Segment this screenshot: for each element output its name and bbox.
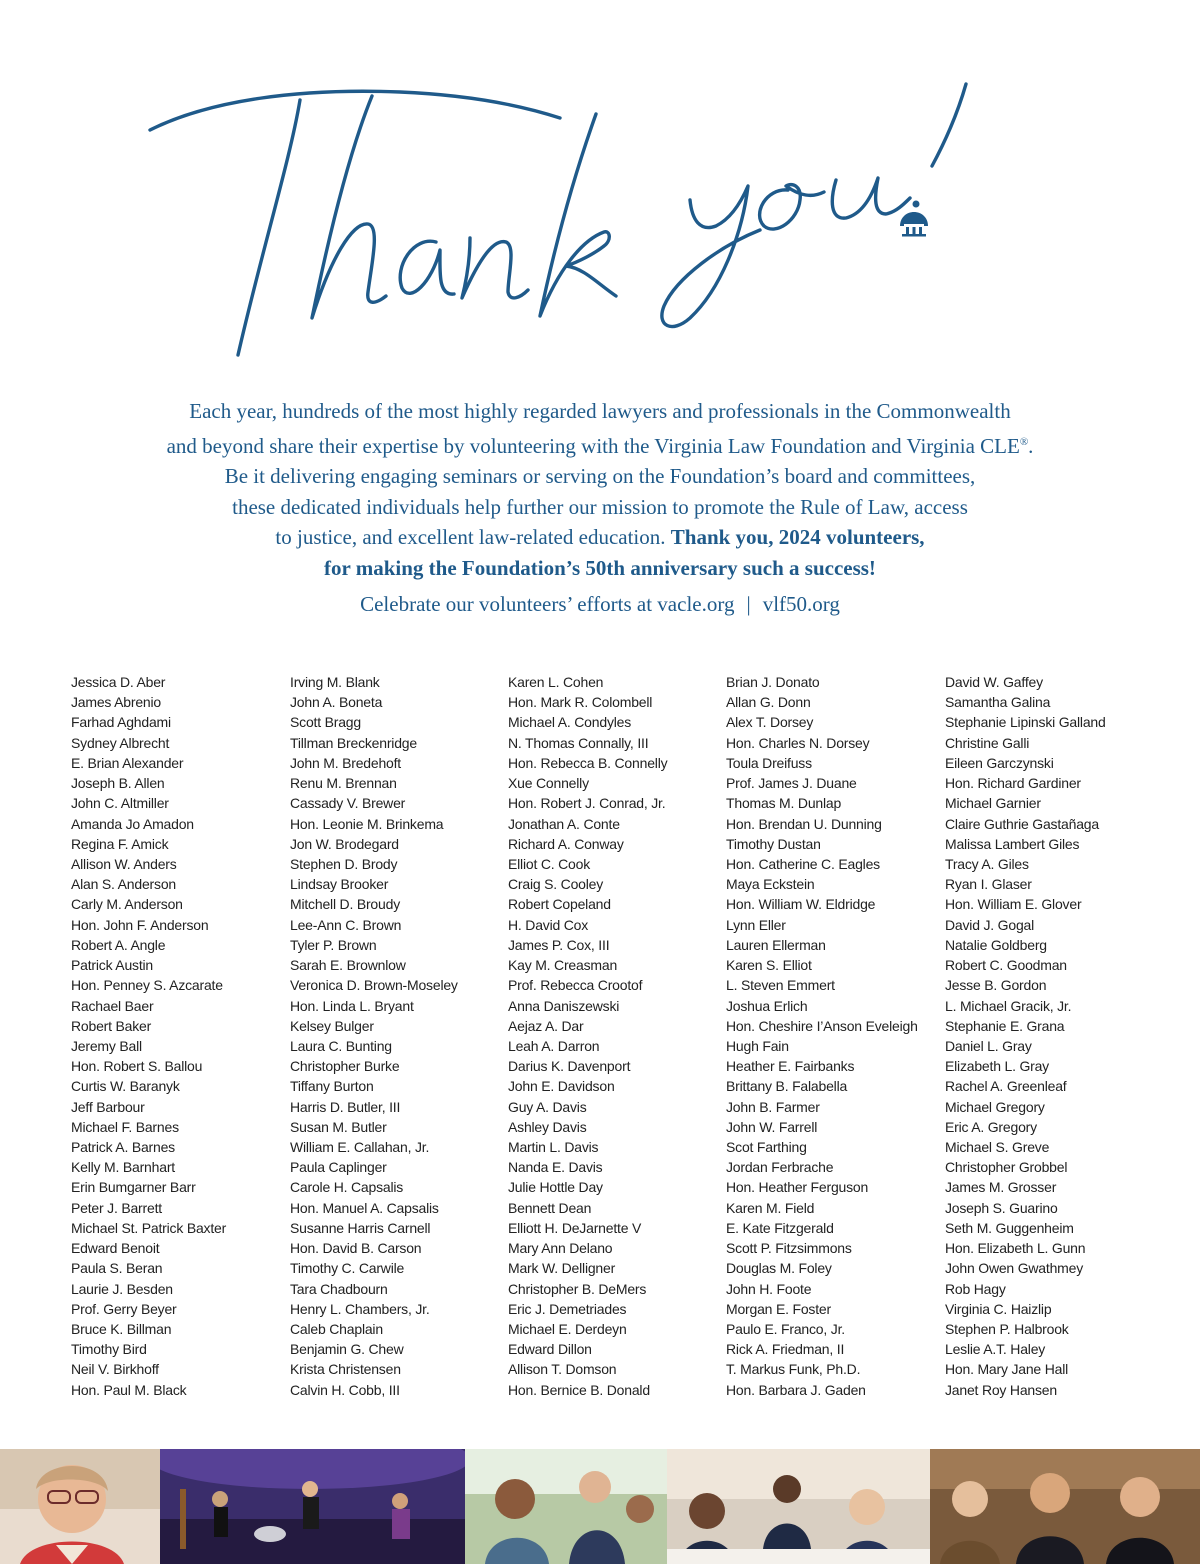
volunteer-name: Stephanie Lipinski Galland <box>945 714 1106 731</box>
volunteer-name: Hon. Mark R. Colombell <box>508 694 653 711</box>
celebrate-link-vacle[interactable]: Celebrate our volunteers’ efforts at vacle.org <box>360 592 735 616</box>
photo-strip <box>0 1449 1200 1564</box>
volunteer-name: Darius K. Davenport <box>508 1058 631 1075</box>
volunteer-name: Curtis W. Baranyk <box>71 1078 180 1095</box>
volunteer-name: Susanne Harris Carnell <box>290 1219 431 1236</box>
volunteer-column-3 <box>508 672 724 1400</box>
volunteer-name: John H. Foote <box>726 1280 812 1297</box>
volunteer-name: John E. Davidson <box>508 1078 615 1095</box>
volunteer-name: T. Markus Funk, Ph.D. <box>726 1361 861 1378</box>
volunteer-name: Julie Hottle Day <box>508 1179 603 1196</box>
volunteer-name: Scot Farthing <box>726 1139 807 1156</box>
volunteer-name: Stephanie E. Grana <box>945 1017 1065 1034</box>
volunteer-name: Kay M. Creasman <box>508 957 618 974</box>
volunteer-name: Carly M. Anderson <box>71 896 183 913</box>
volunteer-name: Michael Garnier <box>945 795 1041 812</box>
volunteer-name: Jeff Barbour <box>71 1098 145 1115</box>
volunteer-name: Paula Caplinger <box>290 1159 387 1176</box>
celebrate-link-vlf50[interactable]: vlf50.org <box>762 592 840 616</box>
volunteer-name: Calvin H. Cobb, III <box>290 1381 400 1398</box>
volunteer-name: Samantha Galina <box>945 694 1051 711</box>
volunteer-name: Eric J. Demetriades <box>508 1300 627 1317</box>
intro-paragraph <box>80 396 1120 583</box>
volunteer-name: Hon. Brendan U. Dunning <box>726 815 882 832</box>
volunteer-name: Caleb Chaplain <box>290 1321 383 1337</box>
volunteer-name: Stephen D. Brody <box>290 855 398 872</box>
volunteer-name: Karen L. Cohen <box>508 674 604 690</box>
volunteer-name: Peter J. Barrett <box>71 1199 162 1216</box>
volunteer-name: Seth M. Guggenheim <box>945 1219 1074 1236</box>
volunteer-name: Sarah E. Brownlow <box>290 957 406 974</box>
volunteer-name: Michael Gregory <box>945 1098 1045 1115</box>
volunteer-name: Hon. Rebecca B. Connelly <box>508 754 668 771</box>
volunteer-name: Martin L. Davis <box>508 1139 599 1156</box>
volunteer-name: Edward Benoit <box>71 1240 160 1257</box>
volunteer-name: James P. Cox, III <box>508 936 610 953</box>
intro-line-2: and beyond share their expertise by volunteering with the Virginia Law Foundation and Virginia CLE®. <box>166 433 1034 458</box>
volunteer-name: Allison T. Domson <box>508 1361 617 1378</box>
volunteer-name: Michael E. Derdeyn <box>508 1321 627 1337</box>
volunteer-name: Rachel A. Greenleaf <box>945 1078 1067 1095</box>
volunteer-name: Hon. Robert J. Conrad, Jr. <box>508 795 666 812</box>
volunteer-name: E. Brian Alexander <box>71 754 184 771</box>
volunteer-name: Mitchell D. Broudy <box>290 896 400 913</box>
volunteer-name: Lynn Eller <box>726 916 786 933</box>
volunteer-name: Neil V. Birkhoff <box>71 1361 159 1378</box>
volunteer-name: Hon. Heather Ferguson <box>726 1179 869 1196</box>
volunteer-name: L. Steven Emmert <box>726 977 835 994</box>
volunteer-name: Lee-Ann C. Brown <box>290 916 402 933</box>
volunteer-name: Veronica D. Brown-Moseley <box>290 977 458 994</box>
volunteer-name: Elliott H. DeJarnette V <box>508 1219 642 1236</box>
volunteer-name: H. David Cox <box>508 916 589 933</box>
volunteer-name: Richard A. Conway <box>508 835 624 852</box>
volunteer-name: Anna Daniszewski <box>508 997 620 1014</box>
volunteer-name: Hon. Richard Gardiner <box>945 775 1081 792</box>
celebrate-line <box>80 592 1120 617</box>
volunteer-name: Michael S. Greve <box>945 1139 1050 1156</box>
volunteer-name: William E. Callahan, Jr. <box>290 1139 430 1156</box>
volunteer-name: Christine Galli <box>945 734 1030 751</box>
volunteer-name: Scott Bragg <box>290 714 361 731</box>
volunteer-name: Eileen Garczynski <box>945 754 1054 771</box>
volunteer-name: Jonathan A. Conte <box>508 815 620 832</box>
volunteer-name: Scott P. Fitzsimmons <box>726 1240 852 1257</box>
volunteer-name: Christopher B. DeMers <box>508 1280 647 1297</box>
volunteer-name: Tyler P. Brown <box>290 936 377 953</box>
volunteer-name: Mark W. Delligner <box>508 1260 616 1277</box>
volunteer-name: Prof. Rebecca Crootof <box>508 977 643 994</box>
photo-jazz-band-stage <box>160 1449 465 1564</box>
volunteer-name: Michael A. Condyles <box>508 714 632 731</box>
volunteer-name: Lindsay Brooker <box>290 876 389 893</box>
volunteer-name: Prof. James J. Duane <box>726 775 857 792</box>
volunteer-name: Janet Roy Hansen <box>945 1381 1057 1398</box>
volunteer-name: Craig S. Cooley <box>508 876 604 893</box>
volunteer-name: Hon. Leonie M. Brinkema <box>290 815 444 832</box>
photo-reception-guests <box>930 1449 1200 1564</box>
volunteer-name: Nanda E. Davis <box>508 1159 603 1176</box>
volunteer-name: Heather E. Fairbanks <box>726 1058 855 1075</box>
intro-line-3: Be it delivering engaging seminars or serving on the Foundation’s board and committees, <box>224 464 976 488</box>
volunteer-name: David J. Gogal <box>945 916 1035 933</box>
photo-smiling-woman <box>0 1449 160 1564</box>
volunteer-name: Hon. Paul M. Black <box>71 1381 187 1398</box>
volunteer-name: Hon. Manuel A. Capsalis <box>290 1199 439 1216</box>
volunteer-name: Michael F. Barnes <box>71 1118 179 1135</box>
volunteer-name: Guy A. Davis <box>508 1098 587 1115</box>
volunteer-name: Morgan E. Foster <box>726 1300 831 1317</box>
volunteer-name: Renu M. Brennan <box>290 775 397 792</box>
intro-line-1: Each year, hundreds of the most highly regarded lawyers and professionals in the Commonwealth <box>189 399 1011 423</box>
volunteer-name: Christopher Grobbel <box>945 1159 1068 1176</box>
intro-line-6: for making the Foundation’s 50th anniversary such a success! <box>324 555 876 580</box>
volunteer-name: Timothy C. Carwile <box>290 1260 405 1277</box>
volunteer-column-4 <box>726 672 942 1400</box>
volunteer-name: Ryan I. Glaser <box>945 876 1032 893</box>
volunteer-name: Laurie J. Besden <box>71 1280 173 1297</box>
volunteer-name: Erin Bumgarner Barr <box>71 1179 196 1196</box>
volunteer-name: John M. Bredehoft <box>290 754 401 771</box>
volunteer-name: Timothy Dustan <box>726 835 821 852</box>
volunteer-name: Natalie Goldberg <box>945 936 1047 953</box>
volunteer-name: Alan S. Anderson <box>71 876 176 893</box>
volunteer-column-2 <box>290 672 506 1400</box>
volunteer-name: Douglas M. Foley <box>726 1260 832 1277</box>
volunteer-name: Robert Copeland <box>508 896 611 913</box>
volunteer-column-1 <box>71 672 287 1400</box>
volunteer-name: Irving M. Blank <box>290 674 380 690</box>
volunteer-name: Hon. Linda L. Bryant <box>290 997 414 1014</box>
volunteer-name: Tara Chadbourn <box>290 1280 388 1297</box>
volunteer-name: Hon. Penney S. Azcarate <box>71 977 223 994</box>
photo-students-classroom <box>667 1449 930 1564</box>
volunteer-name: Benjamin G. Chew <box>290 1341 404 1358</box>
volunteer-name: Hon. Bernice B. Donald <box>508 1381 650 1398</box>
volunteer-name: John A. Boneta <box>290 694 383 711</box>
volunteer-name: Timothy Bird <box>71 1341 147 1358</box>
foundation-logo-icon <box>900 212 928 237</box>
volunteer-name: Leslie A.T. Haley <box>945 1341 1046 1358</box>
volunteer-name: Hon. William E. Glover <box>945 896 1082 913</box>
volunteer-name: John C. Altmiller <box>71 795 169 812</box>
volunteer-name: Rick A. Friedman, II <box>726 1341 845 1358</box>
volunteer-name: Cassady V. Brewer <box>290 795 406 812</box>
volunteer-name: Prof. Gerry Beyer <box>71 1300 177 1317</box>
volunteer-name: Laura C. Bunting <box>290 1037 392 1054</box>
volunteer-name: Brittany B. Falabella <box>726 1078 848 1095</box>
intro-line-5: to justice, and excellent law-related education. Thank you, 2024 volunteers, <box>275 525 925 549</box>
volunteer-name: Henry L. Chambers, Jr. <box>290 1300 430 1317</box>
volunteer-name: Hon. John F. Anderson <box>71 916 209 933</box>
volunteer-name: James M. Grosser <box>945 1179 1057 1196</box>
volunteer-name: Regina F. Amick <box>71 835 169 852</box>
volunteer-name: Krista Christensen <box>290 1361 401 1378</box>
volunteer-name: Ashley Davis <box>508 1118 587 1135</box>
volunteer-name: Sydney Albrecht <box>71 734 170 751</box>
volunteer-name: Jordan Ferbrache <box>726 1159 834 1176</box>
photo-event-guests <box>465 1449 667 1564</box>
volunteer-name: Daniel L. Gray <box>945 1037 1032 1054</box>
volunteer-name: Tracy A. Giles <box>945 855 1029 872</box>
volunteer-name: Hon. Elizabeth L. Gunn <box>945 1240 1086 1257</box>
volunteer-name: Maya Eckstein <box>726 876 815 893</box>
volunteer-name: Hon. Cheshire I’Anson Eveleigh <box>726 1017 918 1034</box>
volunteer-name: Susan M. Butler <box>290 1118 387 1135</box>
volunteer-name: Hugh Fain <box>726 1037 789 1054</box>
volunteer-name: Hon. William W. Eldridge <box>726 896 876 913</box>
volunteer-name: Edward Dillon <box>508 1341 592 1358</box>
volunteer-name: Malissa Lambert Giles <box>945 835 1080 852</box>
volunteer-name: Eric A. Gregory <box>945 1118 1037 1135</box>
volunteer-name: Karen M. Field <box>726 1199 815 1216</box>
volunteer-name: John Owen Gwathmey <box>945 1260 1084 1277</box>
volunteer-name: Robert Baker <box>71 1017 152 1034</box>
volunteer-name: Christopher Burke <box>290 1058 400 1075</box>
volunteer-name: Allison W. Anders <box>71 855 177 872</box>
volunteer-name: Hon. David B. Carson <box>290 1240 422 1257</box>
volunteer-name: Allan G. Donn <box>726 694 811 711</box>
celebrate-separator: | <box>746 592 751 616</box>
volunteer-name: Aejaz A. Dar <box>508 1017 584 1034</box>
volunteer-name: John B. Farmer <box>726 1098 820 1115</box>
volunteer-name: Harris D. Butler, III <box>290 1098 401 1115</box>
volunteer-name: Kelly M. Barnhart <box>71 1159 175 1176</box>
volunteer-name: Robert A. Angle <box>71 936 166 953</box>
volunteer-name: Tiffany Burton <box>290 1078 374 1095</box>
volunteer-name: Hon. Charles N. Dorsey <box>726 734 870 751</box>
volunteer-name: Farhad Aghdami <box>71 714 171 731</box>
volunteer-name: Brian J. Donato <box>726 674 820 690</box>
volunteer-name: Lauren Ellerman <box>726 936 826 953</box>
volunteer-name: Hon. Mary Jane Hall <box>945 1361 1069 1378</box>
volunteer-name: Amanda Jo Amadon <box>71 815 194 832</box>
volunteer-name: Virginia C. Haizlip <box>945 1300 1052 1317</box>
volunteer-name: Jesse B. Gordon <box>945 977 1047 994</box>
volunteer-name: Joshua Erlich <box>726 997 808 1014</box>
volunteer-name: Leah A. Darron <box>508 1037 600 1054</box>
volunteer-name: Elizabeth L. Gray <box>945 1058 1049 1075</box>
volunteer-name: Kelsey Bulger <box>290 1017 374 1034</box>
volunteer-name: Jeremy Ball <box>71 1037 142 1054</box>
volunteer-name: Joseph S. Guarino <box>945 1199 1058 1216</box>
volunteer-column-5 <box>945 672 1161 1400</box>
volunteer-name: Jessica D. Aber <box>71 674 166 690</box>
volunteer-name: Tillman Breckenridge <box>290 734 417 751</box>
volunteer-name: Paula S. Beran <box>71 1260 163 1277</box>
volunteer-name: Elliot C. Cook <box>508 855 591 872</box>
volunteer-name: Michael St. Patrick Baxter <box>71 1219 227 1236</box>
volunteer-name: Mary Ann Delano <box>508 1240 613 1257</box>
volunteer-name: David W. Gaffey <box>945 674 1043 690</box>
volunteer-name: James Abrenio <box>71 694 162 711</box>
intro-line-4: these dedicated individuals help further our mission to promote the Rule of Law, access <box>232 494 968 519</box>
volunteer-name: John W. Farrell <box>726 1118 818 1135</box>
volunteer-name: Carole H. Capsalis <box>290 1179 404 1196</box>
volunteer-name: Paulo E. Franco, Jr. <box>726 1321 845 1337</box>
volunteer-name: N. Thomas Connally, III <box>508 734 649 751</box>
volunteer-name: Patrick Austin <box>71 957 154 974</box>
volunteer-name: Hon. Catherine C. Eagles <box>726 855 880 872</box>
volunteer-name: Xue Connelly <box>508 775 589 792</box>
volunteer-name: Stephen P. Halbrook <box>945 1321 1069 1337</box>
volunteer-name: Bruce K. Billman <box>71 1321 172 1337</box>
volunteer-name: L. Michael Gracik, Jr. <box>945 997 1072 1014</box>
volunteer-name: Alex T. Dorsey <box>726 714 814 731</box>
thank-you-headline <box>0 0 1200 380</box>
volunteer-name: Claire Guthrie Gastañaga <box>945 815 1099 832</box>
volunteer-name: Patrick A. Barnes <box>71 1139 175 1156</box>
volunteer-name: Bennett Dean <box>508 1199 592 1216</box>
volunteer-name: Rachael Baer <box>71 997 154 1014</box>
volunteer-name: Jon W. Brodegard <box>290 835 399 852</box>
volunteer-name: Rob Hagy <box>945 1280 1006 1297</box>
volunteer-name: Karen S. Elliot <box>726 957 812 974</box>
volunteer-name: Thomas M. Dunlap <box>726 795 842 812</box>
volunteer-name: Toula Dreifuss <box>726 754 812 771</box>
volunteer-name: Robert C. Goodman <box>945 957 1067 974</box>
volunteer-name: E. Kate Fitzgerald <box>726 1219 834 1236</box>
volunteer-name: Hon. Robert S. Ballou <box>71 1058 203 1075</box>
volunteer-name: Joseph B. Allen <box>71 775 165 792</box>
volunteer-name: Hon. Barbara J. Gaden <box>726 1381 866 1398</box>
